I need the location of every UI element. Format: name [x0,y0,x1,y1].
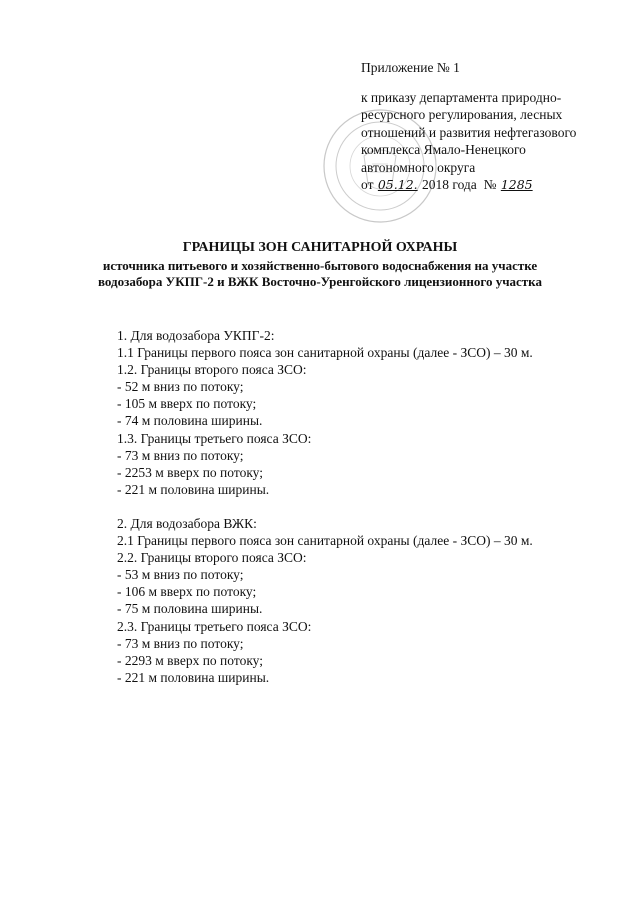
body-line: - 2293 м вверх по потоку; [117,652,264,668]
subtitle-line: водозабора УКПГ-2 и ВЖК Восточно-Уренгойского лицензионного участка [98,273,542,289]
body-line: 1.1 Границы первого пояса зон санитарной охраны (далее - ЗСО) – 30 м. [117,345,533,361]
handwritten-order-number: 1285 [500,177,533,192]
number-label: № [483,177,497,192]
body-line: 1.2. Границы второго пояса ЗСО: [117,362,307,378]
appendix-label: Приложение № 1 [361,60,460,75]
body-line: - 106 м вверх по потоку; [117,584,257,600]
body-line: - 74 м половина ширины. [117,413,263,429]
order-line: ресурсного регулирования, лесных [361,107,563,122]
order-line: к приказу департамента природно- [361,89,562,105]
body-line: 2.3. Границы третьего пояса ЗСО: [117,618,312,634]
appendix-header [361,59,631,194]
body-line: - 73 м вниз по потоку; [117,635,244,651]
subtitle-line: источника питьевого и хозяйственно-бытового водоснабжения на участке [102,258,538,273]
order-line: отношений и развития нефтегазового [361,124,577,140]
document-body [117,327,627,686]
body-line: 2.2. Границы второго пояса ЗСО: [117,550,307,566]
body-line: - 105 м вверх по потоку; [117,396,257,412]
body-line: 1.3. Границы третьего пояса ЗСО: [117,430,312,446]
body-line: - 221 м половина ширины. [117,669,270,685]
body-line: - 53 м вниз по потоку; [117,567,244,583]
body-line: - 75 м половина ширины. [117,601,263,617]
body-line: - 221 м половина ширины. [117,481,270,497]
section-heading: 2. Для водозабора ВЖК: [117,515,257,531]
document-title: ГРАНИЦЫ ЗОН САНИТАРНОЙ ОХРАНЫ [182,240,458,255]
date-year: 2018 года [422,177,477,192]
document-subtitle [0,258,640,289]
order-reference [361,89,631,194]
body-line: - 2253 м вверх по потоку; [117,464,264,480]
body-line: 2.1 Границы первого пояса зон санитарной охраны (далее - ЗСО) – 30 м. [117,533,533,549]
handwritten-date-signature: 05.12. [377,177,418,192]
order-date-line [361,176,631,194]
body-line: - 52 м вниз по потоку; [117,379,244,395]
section-heading: 1. Для водозабора УКПГ-2: [117,328,275,343]
date-prefix: от [361,177,374,192]
order-line: автономного округа [361,159,476,175]
section-vzhk [117,515,627,686]
body-line: - 73 м вниз по потоку; [117,447,244,463]
section-ukpg2 [117,327,627,498]
section-spacer [117,498,627,515]
order-line: комплекса Ямало-Ненецкого [361,142,526,157]
